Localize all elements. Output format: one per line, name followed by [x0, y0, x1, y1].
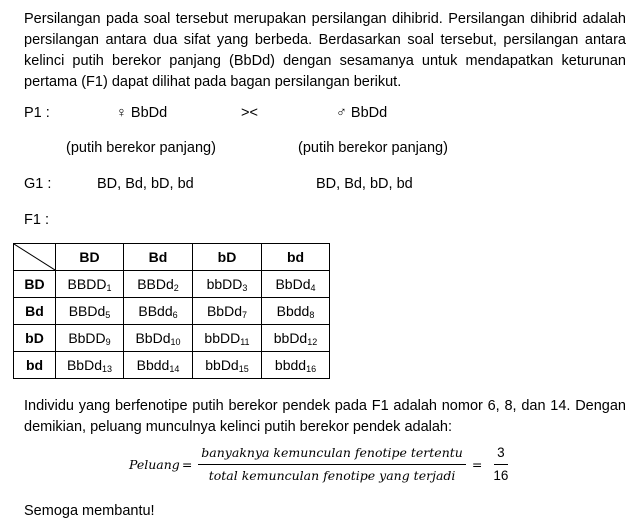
table-row — [14, 325, 330, 352]
p1-label: P1 : — [24, 105, 50, 121]
g1-label: G1 : — [24, 176, 52, 192]
formula-lhs: Peluang — [129, 457, 180, 472]
intro-line: pertama (F1) dapat dilihat pada bagan persilangan berikut. — [24, 74, 402, 90]
intro-line: persilangan antara dua sifat yang berbeda. Berdasarkan soal tersebut, persilangan antara — [24, 32, 626, 48]
row-header: bd — [14, 352, 56, 379]
column-header: Bd — [124, 244, 193, 271]
p1-cross-symbol: >< — [241, 105, 258, 121]
g1-female-gametes: BD, Bd, bD, bd — [97, 176, 194, 192]
row-header: Bd — [14, 298, 56, 325]
p1-male-phenotype: (putih berekor panjang) — [298, 140, 448, 156]
genotype-cell: BbDD$_9$ — [56, 325, 124, 352]
table-row — [14, 352, 330, 379]
conclusion-line: Individu yang berfenotipe putih berekor pendek pada F1 adalah nomor 6, 8, dan 14. Dengan — [24, 398, 626, 414]
genotype-cell: BbDd$_{13}$ — [56, 352, 124, 379]
table-header-row — [14, 244, 330, 271]
p1-female-phenotype: (putih berekor panjang) — [66, 140, 216, 156]
genotype-cell: BBdd$_6$ — [124, 298, 193, 325]
genotype-cell: bbdd$_{16}$ — [262, 352, 330, 379]
column-header: BD — [56, 244, 124, 271]
punnett-square — [13, 243, 330, 379]
result-numerator: 3 — [494, 445, 508, 465]
row-header: BD — [14, 271, 56, 298]
intro-line: Persilangan pada soal tersebut merupakan persilangan dihibrid. Persilangan dihibrid adalah — [24, 11, 626, 27]
genotype-cell: BbDd$_{10}$ — [124, 325, 193, 352]
column-header: bd — [262, 244, 330, 271]
genotype-cell: BbDd$_4$ — [262, 271, 330, 298]
genotype-cell: $BBDD_1$ — [56, 271, 124, 298]
genotype-cell: bbDd$_{15}$ — [193, 352, 262, 379]
p1-male-genotype: ♂ BbDd — [336, 105, 388, 121]
table-row — [14, 271, 330, 298]
f1-label: F1 : — [24, 212, 49, 228]
genotype-cell: bbDD$_{11}$ — [193, 325, 262, 352]
genotype-cell: BBDd$_5$ — [56, 298, 124, 325]
g1-male-gametes: BD, Bd, bD, bd — [316, 176, 413, 192]
row-header: bD — [14, 325, 56, 352]
genotype-cell: BbDd$_7$ — [193, 298, 262, 325]
genotype-cell: BBDd$_2$ — [124, 271, 193, 298]
probability-formula — [129, 445, 515, 484]
conclusion-line: demikian, peluang munculnya kelinci putih berekor pendek adalah: — [24, 419, 453, 435]
result-denominator: 16 — [493, 468, 509, 483]
genotype-cell: Bbdd$_{14}$ — [124, 352, 193, 379]
corner-cell — [14, 244, 56, 271]
formula-numerator: banyaknya kemunculan fenotipe tertentu — [198, 445, 466, 465]
intro-line: kelinci putih berekor panjang (BbDd) dengan sesamanya untuk mendapatkan keturunan — [24, 53, 626, 69]
column-header: bD — [193, 244, 262, 271]
intro-paragraph — [24, 9, 626, 93]
formula-fraction — [198, 445, 466, 484]
genotype-cell: bbDD$_3$ — [193, 271, 262, 298]
diagonal-line-icon — [14, 244, 55, 270]
result-fraction — [490, 445, 511, 484]
formula-denominator: total kemunculan fenotipe yang terjadi — [208, 468, 456, 483]
table-row — [14, 298, 330, 325]
closing-text: Semoga membantu! — [24, 503, 155, 519]
p1-female-genotype: ♀ BbDd — [116, 105, 168, 121]
formula-equals: = — [471, 457, 483, 472]
genotype-cell: bbDd$_{12}$ — [262, 325, 330, 352]
formula-equals: = — [181, 457, 193, 472]
genotype-cell: Bbdd$_8$ — [262, 298, 330, 325]
conclusion-paragraph — [24, 396, 626, 438]
